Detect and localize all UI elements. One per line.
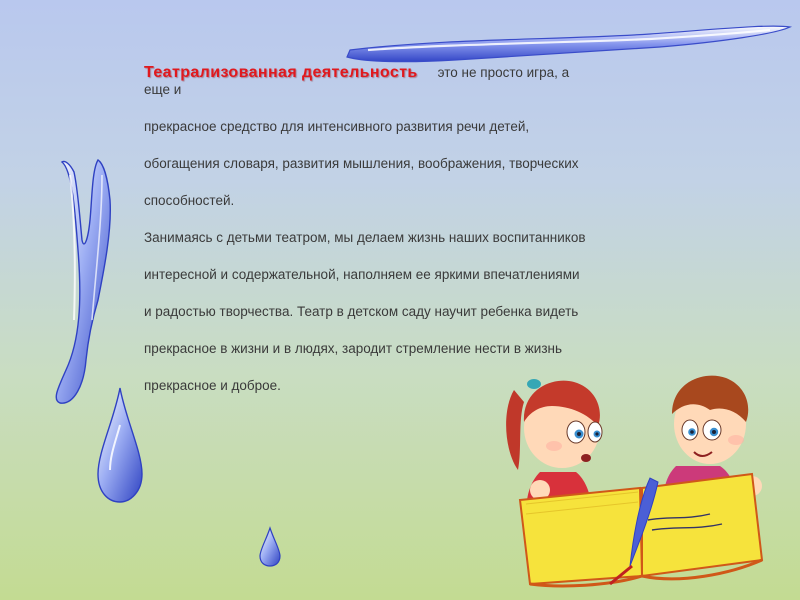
children-reading-illustration	[500, 370, 790, 590]
body-text	[144, 64, 714, 394]
text-line: интересной и содержательной, наполняем ее яркими впечатлениями	[144, 267, 580, 282]
text-line: Занимаясь с детьми театром, мы делаем жизнь наших воспитанников	[144, 230, 586, 245]
text-line: еще и	[144, 82, 182, 97]
title-continuation: это не просто игра, а	[437, 65, 570, 80]
falling-drop-small	[260, 528, 280, 566]
text-line: способностей.	[144, 193, 235, 208]
falling-drop-large	[98, 388, 142, 502]
text-line: прекрасное средство для интенсивного развития речи детей,	[144, 119, 530, 134]
text-line: обогащения словаря, развития мышления, воображения, творческих	[144, 156, 579, 171]
slide-title: Театрализованная деятельность	[144, 64, 418, 81]
water-drip-left	[56, 160, 110, 403]
text-line-title	[144, 64, 714, 81]
text-line: и радостью творчества. Театр в детском саду научит ребенка видеть	[144, 304, 579, 319]
water-drip-top	[347, 26, 790, 62]
text-line: прекрасное и доброе.	[144, 378, 281, 393]
text-line: прекрасное в жизни и в людях, зародит стремление нести в жизнь	[144, 341, 563, 356]
